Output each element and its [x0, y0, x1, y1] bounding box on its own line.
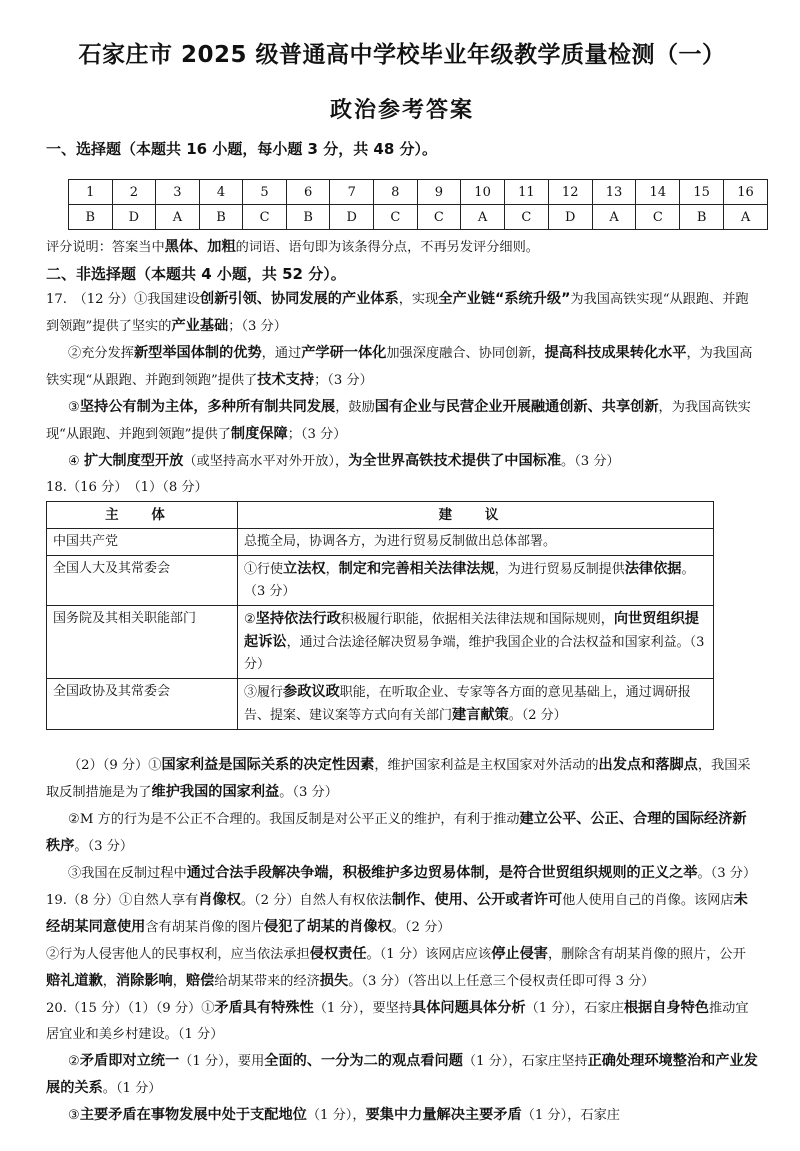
q18-row-cpc: 中国共产党 总揽全局，协调各方，为进行贸易反制做出总体部署。: [47, 529, 714, 556]
q18-part2-1: （2）（9 分）①国家利益是国际关系的决定性因素，维护国家利益是主权国家对外活动的出发点和落脚点，我国采取反制措施是为了维护我国的国家利益。（3 分）: [46, 757, 751, 800]
q18-row-npc: 全国人大及其常委会 ①行使立法权，制定和完善相关法律法规，为进行贸易反制提供法律依据。（3 分）: [47, 556, 714, 606]
answer-number-cell: 13: [592, 180, 636, 205]
answer-letter-cell: A: [461, 205, 505, 230]
answer-number-cell: 7: [330, 180, 374, 205]
answer-letter-cell: C: [504, 205, 548, 230]
q19-part2: ②行为人侵害他人的民事权利，应当依法承担侵权责任。（1 分）该网店应该停止侵害，删除含有胡某肖像的照片，公开赔礼道歉，消除影响，赔偿给胡某带来的经济损失。（3 分）（答出以上任意三个侵权责任即可得 3 分）: [46, 946, 746, 989]
q17-part2: ②充分发挥新型举国体制的优势，通过产学研一体化加强深度融合、协同创新，提高科技成果转化水平，为我国高铁实现“从跟跑、并跑到领跑”提供了技术支持；（3 分）: [46, 345, 753, 388]
q20-part2: ②矛盾即对立统一（1 分），要用全面的、一分为二的观点看问题（1 分），石家庄坚持正确处理环境整治和产业发展的关系。（1 分）: [46, 1053, 758, 1096]
answer-number-cell: 4: [199, 180, 243, 205]
answer-number-cell: 2: [112, 180, 156, 205]
answer-number-cell: 9: [417, 180, 461, 205]
answer-letter-cell: C: [243, 205, 287, 230]
answer-number-cell: 16: [724, 180, 768, 205]
answer-number-cell: 6: [286, 180, 330, 205]
q18-col-subject: 主 体: [47, 502, 238, 529]
q17-part4: ④ 扩大制度型开放（或坚持高水平对外开放），为全世界高铁技术提供了中国标准。（3 分）: [68, 453, 620, 469]
answer-number-cell: 1: [69, 180, 113, 205]
q18-row-cppcc: 全国政协及其常委会 ③履行参政议政职能，在听取企业、专家等各方面的意见基础上，通过调研报告、提案、建议案等方式向有关部门建言献策。（2 分）: [47, 679, 714, 730]
q18-col-advice: 建 议: [238, 502, 714, 529]
answer-letter-cell: C: [417, 205, 461, 230]
page-title: 石家庄市 2025 级普通高中学校毕业年级教学质量检测（一）: [78, 42, 726, 68]
answer-letter-cell: C: [636, 205, 680, 230]
answer-letter-cell: A: [156, 205, 200, 230]
q18-part2-2: ②M 方的行为是不公正不合理的。我国反制是对公平正义的维护，有利于推动建立公平、公正、合理的国际经济新秩序。（3 分）: [46, 811, 747, 854]
answer-letter-cell: C: [374, 205, 418, 230]
scoring-note: 评分说明：答案当中黑体、加粗的词语、语句即为该条得分点，不再另发评分细则。: [46, 239, 539, 255]
answer-number-cell: 5: [243, 180, 287, 205]
answer-letter-cell: B: [680, 205, 724, 230]
answer-letter-cell: A: [724, 205, 768, 230]
answer-letter-row: [69, 205, 768, 230]
q18-part2-3: ③我国在反制过程中通过合法手段解决争端，积极维护多边贸易体制，是符合世贸组织规则的正义之举。（3 分）: [68, 865, 757, 881]
q18-row-state-council: 国务院及其相关职能部门 ②坚持依法行政积极履行职能，依据相关法律法规和国际规则，向世贸组织提起诉讼，通过合法途径解决贸易争端，维护我国企业的合法权益和国家利益。（3 分）: [47, 606, 714, 679]
q18-table: [46, 501, 714, 730]
answer-number-cell: 11: [504, 180, 548, 205]
answer-letter-cell: D: [548, 205, 592, 230]
q18-heading: 18.（16 分） （1）（8 分）: [46, 480, 208, 495]
answer-number-row: [69, 180, 768, 205]
section-nonchoice-heading: 二、非选择题（本题共 4 小题，共 52 分）。: [46, 265, 346, 283]
answer-number-cell: 8: [374, 180, 418, 205]
q19-part1: 19.（8 分）①自然人享有肖像权。（2 分）自然人有权依法制作、使用、公开或者许可他人使用自己的肖像。该网店未经胡某同意使用含有胡某肖像的图片侵犯了胡某的肖像权。（2 分）: [46, 892, 748, 935]
answer-letter-cell: B: [69, 205, 113, 230]
answer-letter-cell: D: [330, 205, 374, 230]
answer-letter-cell: D: [112, 205, 156, 230]
page-subtitle: 政治参考答案: [329, 98, 474, 123]
answer-letter-cell: A: [592, 205, 636, 230]
answer-table: [68, 179, 768, 230]
answer-number-cell: 14: [636, 180, 680, 205]
q20-part3: ③主要矛盾在事物发展中处于支配地位（1 分），要集中力量解决主要矛盾（1 分），石家庄: [68, 1107, 620, 1123]
q17-part1: 17. （12 分）①我国建设创新引领、协同发展的产业体系，实现全产业链“系统升级”为我国高铁实现“从跟跑、并跑到领跑”提供了坚实的产业基础；（3 分）: [46, 291, 749, 334]
answer-number-cell: 3: [156, 180, 200, 205]
answer-number-cell: 15: [680, 180, 724, 205]
answer-letter-cell: B: [286, 205, 330, 230]
answer-number-cell: 12: [548, 180, 592, 205]
answer-letter-cell: B: [199, 205, 243, 230]
answer-number-cell: 10: [461, 180, 505, 205]
section-choice-heading: 一、选择题（本题共 16 小题，每小题 3 分，共 48 分）。: [46, 140, 438, 158]
q20-part1: 20.（15 分）（1）（9 分）①矛盾具有特殊性（1 分），要坚持具体问题具体分析（1 分），石家庄根据自身特色推动宜居宜业和美乡村建设。（1 分）: [46, 1000, 749, 1042]
q17-part3: ③坚持公有制为主体，多种所有制共同发展，鼓励国有企业与民营企业开展融通创新、共享创新，为我国高铁实现“从跟跑、并跑到领跑”提供了制度保障；（3 分）: [46, 399, 751, 442]
